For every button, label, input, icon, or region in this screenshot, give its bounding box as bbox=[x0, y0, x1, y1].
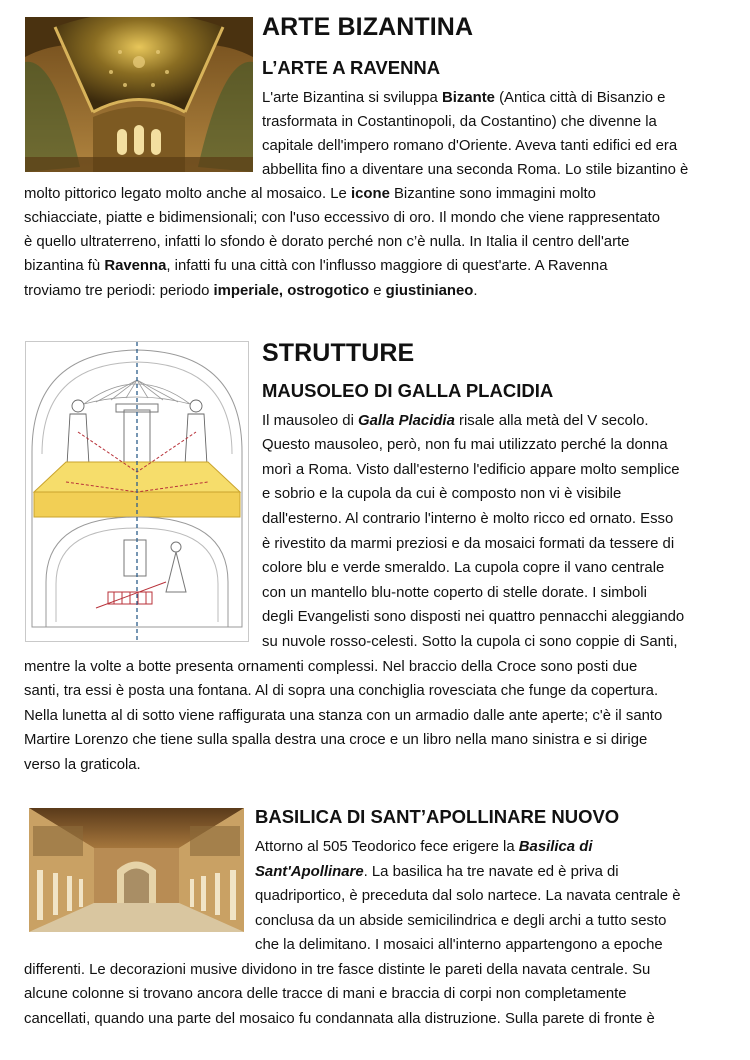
basilica-interior-image bbox=[29, 808, 244, 932]
paragraph-line: capitale dell'impero romano d'Oriente. Aveva tanti edifici ed era bbox=[262, 138, 678, 154]
paragraph-line: mentre la volte a botte presenta ornamenti complessi. Nel braccio della Croce sono posti due bbox=[24, 659, 638, 675]
paragraph-line: bizantina fù Ravenna, infatti fu una città con l'influsso maggiore di quest'arte. A Ravenna bbox=[24, 258, 608, 274]
paragraph-line: e sobrio e la cupola da cui è composto non vi è visibile bbox=[262, 486, 622, 502]
emphasis-text: icone bbox=[350, 186, 390, 202]
paragraph-line: Questo mausoleo, però, non fu mai utilizzato perché la donna bbox=[262, 437, 668, 453]
paragraph-line: differenti. Le decorazioni musive dividono in tre fasce distinte le pareti della navata centrale. Su bbox=[24, 962, 651, 978]
paragraph-line: dall'esterno. Al contrario l'interno è molto ricco ed ornato. Esso bbox=[262, 511, 674, 527]
mausoleum-diagram-image bbox=[25, 341, 249, 642]
paragraph-line: è quello ultraterreno, infatti lo sfondo è dorato perché non c’è nulla. In Italia il centro dell'arte bbox=[24, 234, 630, 250]
paragraph-line: conclusa da un abside semicilindrica e degli archi a tutto sesto bbox=[255, 913, 667, 929]
paragraph-line: Attorno al 505 Teodorico fece erigere la Basilica di bbox=[255, 839, 593, 855]
paragraph-line: schiacciate, piatte e bidimensionali; con l'uso eccessivo di oro. Il mondo che viene rappresentato bbox=[24, 210, 661, 226]
ravenna-mosaic-vault-image bbox=[25, 17, 253, 172]
paragraph-line: alcune colonne si trovano ancora delle tracce di mani e braccia di corpi non completamente bbox=[24, 986, 627, 1002]
basilica-nave-illustration bbox=[29, 808, 244, 932]
paragraph-line: cancellati, quando una parte del mosaico fu condannata alla distruzione. Sulla parete di fronte è bbox=[24, 1011, 655, 1027]
paragraph-line: quadriportico, è preceduta dal solo nartece. La navata centrale è bbox=[255, 888, 681, 904]
paragraph-line: è rivestito da marmi preziosi e da mosaici formati da tessere di bbox=[262, 536, 675, 552]
paragraph-line: con un mantello blu-notte coperto di stelle dorate. I simboli bbox=[262, 585, 647, 601]
paragraph-line: molto pittorico legato molto anche al mosaico. Le icone Bizantine sono immagini molto bbox=[24, 186, 596, 202]
paragraph-line: Sant'Apollinare. La basilica ha tre navate ed è priva di bbox=[255, 864, 619, 880]
paragraph-line: su nuvole rosso-celesti. Sotto la cupola ci sono coppie di Santi, bbox=[262, 634, 678, 650]
paragraph-line: Il mausoleo di Galla Placidia risale alla metà del V secolo. bbox=[262, 413, 649, 429]
paragraph-line: santi, tra essi è posta una fontana. Al di sopra una conchiglia rovesciata che funge da copertura. bbox=[24, 683, 659, 699]
emphasis-text: Bizante bbox=[441, 90, 495, 106]
paragraph-line: verso la graticola. bbox=[24, 757, 141, 773]
emphasis-text: Galla Placidia bbox=[358, 413, 455, 429]
paragraph-line: Nella lunetta al di sotto viene raffigurata una stanza con un armadio dalle ante aperte; c'è il santo bbox=[24, 708, 663, 724]
paragraph-line: morì a Roma. Visto dall'esterno l'edificio appare molto semplice bbox=[262, 462, 680, 478]
paragraph-line: Martire Lorenzo che tiene sulla spalla destra una croce e un libro nella mano sinistra e si dirige bbox=[24, 732, 648, 748]
paragraph-line: troviamo tre periodi: periodo imperiale, ostrogotico e giustinianeo. bbox=[24, 283, 478, 299]
page-title: ARTE BIZANTINA bbox=[262, 13, 474, 41]
emphasis-text: giustinianeo bbox=[385, 283, 474, 299]
mausoleum-section-drawing bbox=[26, 342, 248, 641]
paragraph-line: trasformata in Costantinopoli, da Costantino) che divenne la bbox=[262, 114, 657, 130]
emphasis-text: imperiale, ostrogotico bbox=[213, 283, 370, 299]
paragraph-line: L'arte Bizantina si sviluppa Bizante (Antica città di Bisanzio e bbox=[262, 90, 666, 106]
emphasis-text: Ravenna bbox=[104, 258, 167, 274]
paragraph-line: colore blu e verde smeraldo. La cupola copre il vano centrale bbox=[262, 560, 665, 576]
emphasis-text: Basilica di bbox=[518, 839, 593, 855]
paragraph-line: degli Evangelisti sono disposti nei quattro pennacchi aleggiando bbox=[262, 609, 685, 625]
section-subtitle-ravenna: L’ARTE A RAVENNA bbox=[262, 57, 441, 78]
section-title-strutture: STRUTTURE bbox=[262, 339, 415, 367]
paragraph-line: abbellita fino a diventare una seconda Roma. Lo stile bizantino è bbox=[262, 162, 689, 178]
section-subtitle-galla-placidia: MAUSOLEO DI GALLA PLACIDIA bbox=[262, 380, 554, 401]
mosaic-vault-illustration bbox=[25, 17, 253, 172]
section-subtitle-sant-apollinare: BASILICA DI SANT’APOLLINARE NUOVO bbox=[255, 806, 620, 827]
paragraph-line: che la delimitano. I mosaici all'interno appartengono a epoche bbox=[255, 937, 663, 953]
emphasis-text: Sant'Apollinare bbox=[255, 864, 364, 880]
